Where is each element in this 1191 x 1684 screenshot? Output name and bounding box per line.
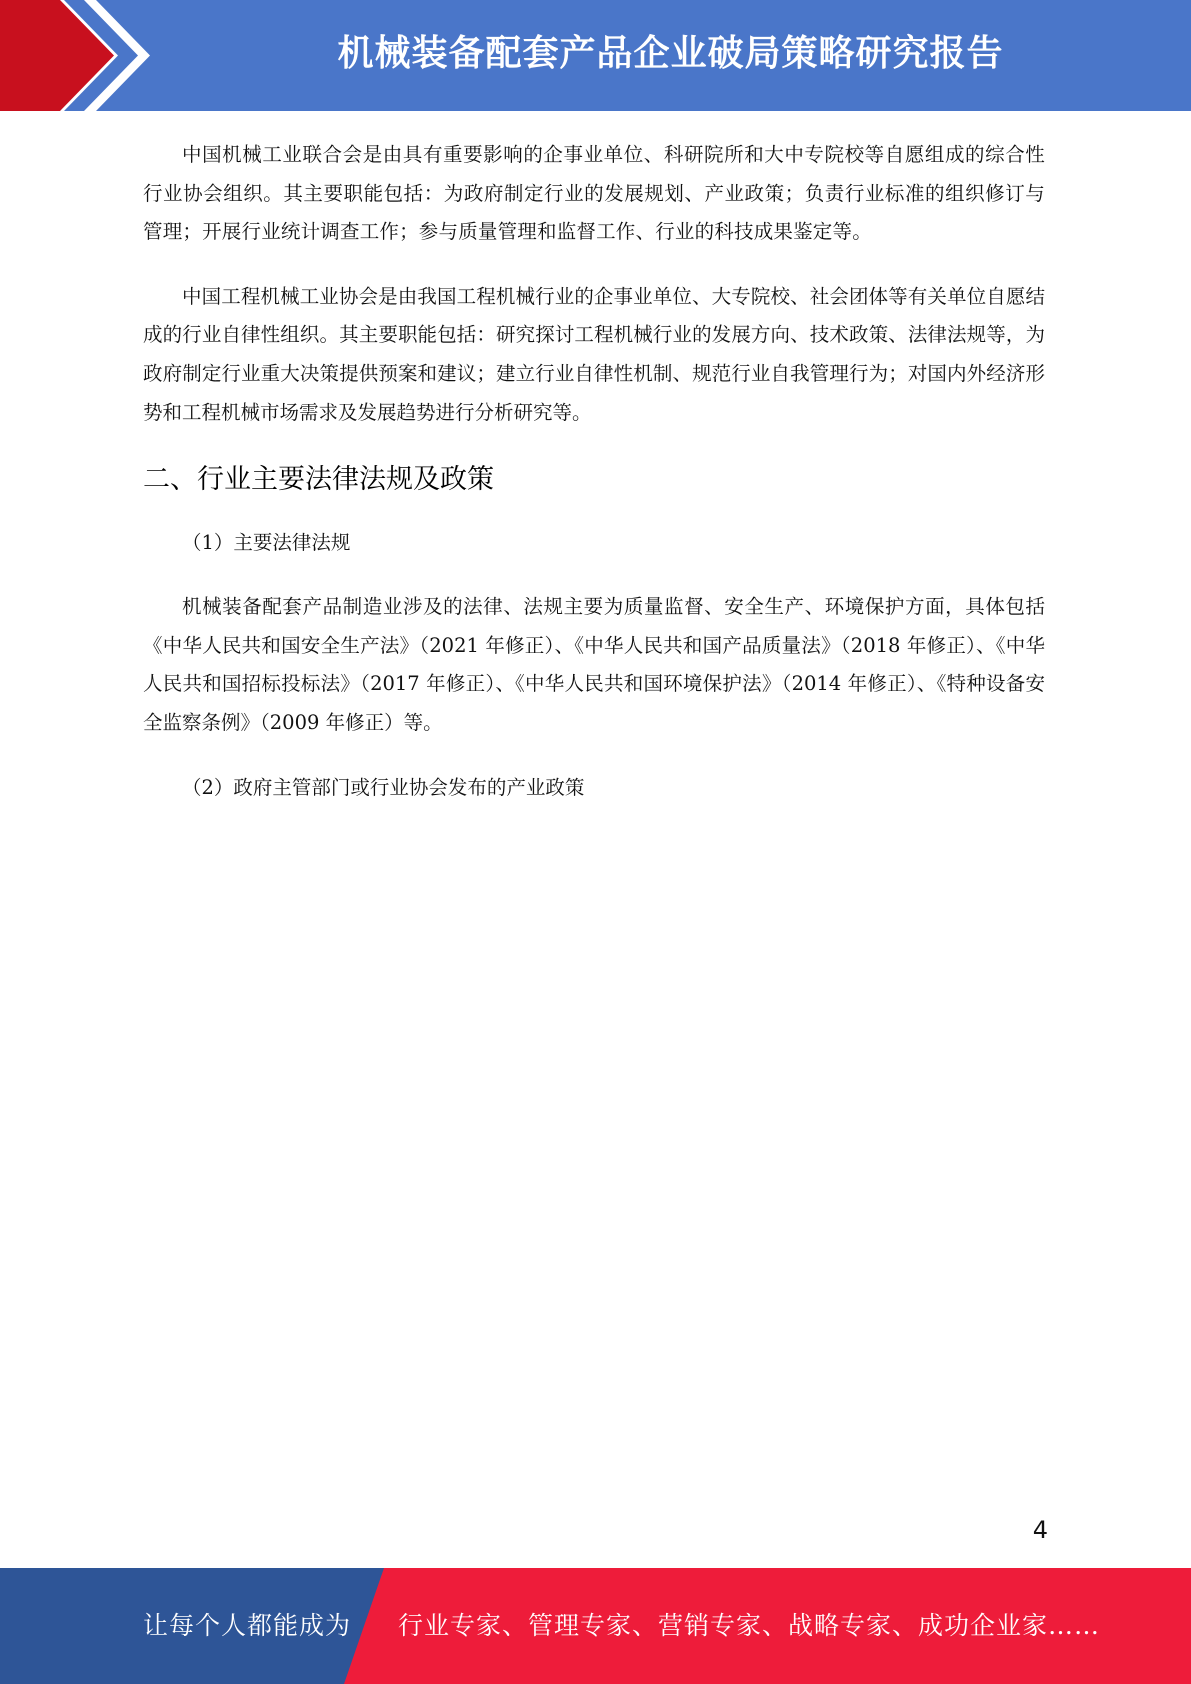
footer-slogan-left: 让每个人都能成为 — [143, 1611, 352, 1640]
paragraph-cncma: 中国工程机械工业协会是由我国工程机械行业的企事业单位、大专院校、社会团体等有关单位自愿结成的行业自律性组织。其主要职能包括：研究探讨工程机械行业的发展方向、技术政策、法律法规等，为政府制定行业重大决策提供预案和建议；建立行业自律性机制、规范行业自我管理行为；对国内外经济形势和工程机械市场需求及发展趋势进行分析研究等。 — [143, 284, 1045, 424]
paragraph-laws: 机械装备配套产品制造业涉及的法律、法规主要为质量监督、安全生产、环境保护方面，具体包括《中华人民共和国安全生产法》（2021 年修正）、《中华人民共和国产品质量法》（2018 年修正）、《中华人民共和国招标投标法》（2017 年修正）、《中华人民共和国环境保护法》（2014 年修正）、《特种设备安全监察条例》（2009 年修正）等。 — [143, 595, 1045, 734]
subheading-policies: （2）政府主管部门或行业协会发布的产业政策 — [182, 775, 585, 799]
paragraph-cmif: 中国机械工业联合会是由具有重要影响的企事业单位、科研院所和大中专院校等自愿组成的综合性行业协会组织。其主要职能包括：为政府制定行业的发展规划、产业政策；负责行业标准的组织修订与管理；开展行业统计调查工作；参与质量管理和监督工作、行业的科技成果鉴定等。 — [143, 143, 1045, 244]
section-heading: 二、行业主要法律法规及政策 — [143, 464, 494, 496]
footer-slogan-right: 行业专家、管理专家、营销专家、战略专家、成功企业家…… — [398, 1611, 1101, 1640]
header-banner — [0, 0, 1191, 111]
document-body — [143, 136, 1045, 833]
footer-banner — [0, 1568, 1191, 1684]
page-number: 4 — [1032, 1516, 1048, 1544]
report-title: 机械装备配套产品企业破局策略研究报告 — [337, 33, 1004, 74]
subheading-laws: （1）主要法律法规 — [182, 531, 351, 555]
